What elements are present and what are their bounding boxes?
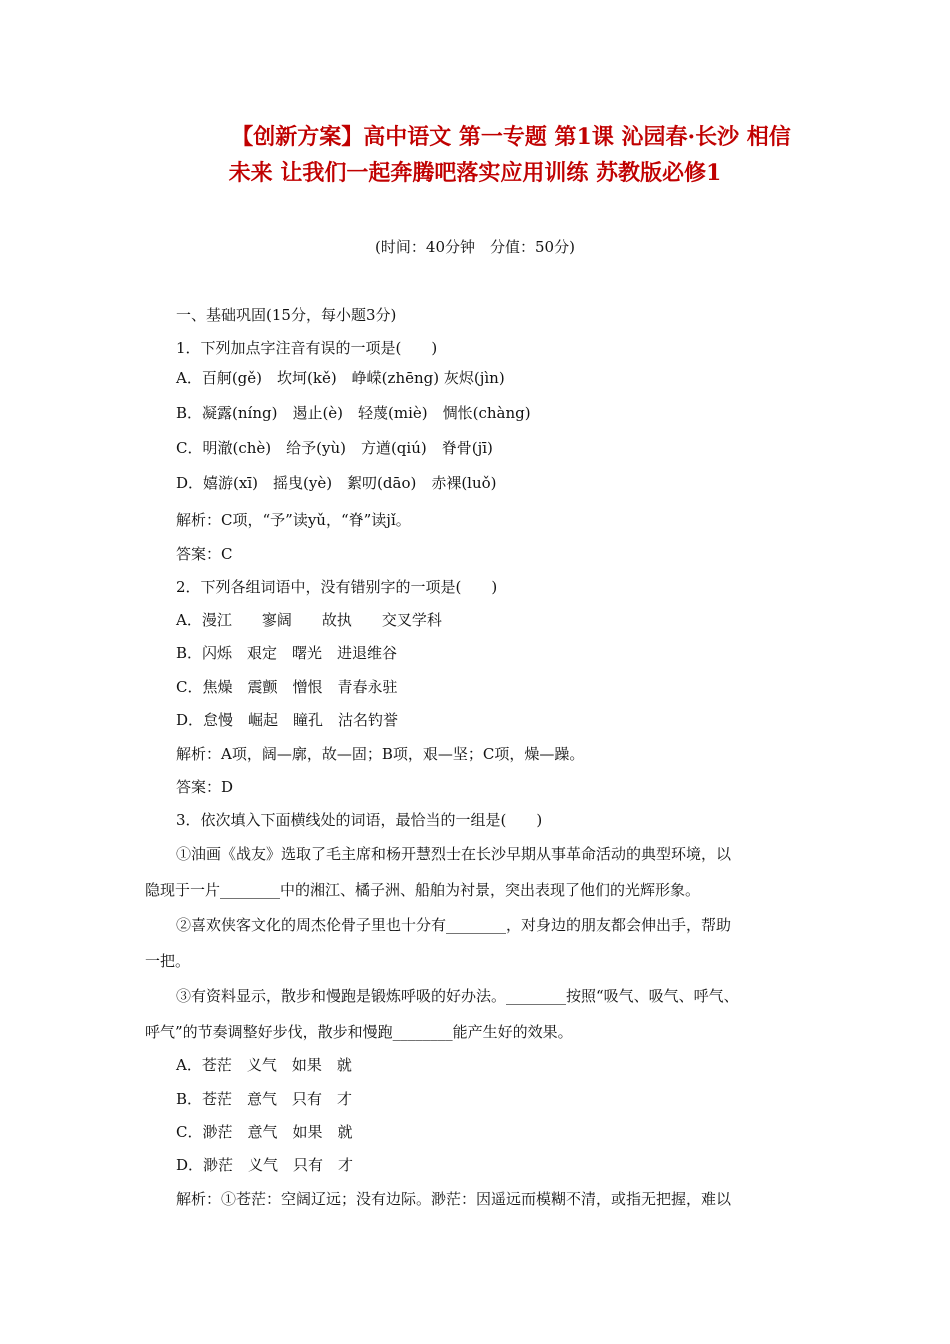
q1-option-b: B．凝露(níng) 遏止(è) 轻蔑(miè) 惆怅(chàng) — [176, 404, 531, 422]
q2-option-a: A．漫江 寥阔 故执 交叉学科 — [176, 611, 442, 629]
q3-analysis: 解析：①苍茫：空阔辽远；没有边际。渺茫：因遥远而模糊不清，或指无把握，难以 — [176, 1190, 732, 1208]
q1-option-a: A．百舸(gě) 坎坷(kě) 峥嵘(zhēng) 灰烬(jìn) — [176, 369, 505, 387]
q3-passage-2-line-2: 一把。 — [145, 952, 191, 970]
q2-option-d: D．怠慢 崛起 瞳孔 沽名钓誉 — [176, 711, 399, 729]
doc-title-line-1: 【创新方案】高中语文 第一专题 第1课 沁园春·长沙 相信 — [231, 124, 791, 150]
section-heading: 一、基础巩固(15分，每小题3分) — [176, 306, 397, 324]
q2-answer: 答案：D — [176, 778, 234, 796]
q1-answer: 答案：C — [176, 545, 233, 563]
q2-option-b: B．闪烁 艰定 曙光 进退维谷 — [176, 644, 398, 662]
q3-passage-3-line-1: ③有资料显示，散步和慢跑是锻炼呼吸的好办法。________按照“吸气、吸气、呼气、 — [176, 987, 739, 1005]
q1-stem: 1．下列加点字注音有误的一项是( ) — [176, 339, 438, 357]
q3-passage-2-line-1: ②喜欢侠客文化的周杰伦骨子里也十分有________，对身边的朋友都会伸出手，帮助 — [176, 916, 732, 934]
q3-passage-1-line-2: 隐现于一片________中的湘江、橘子洲、船舶为衬景，突出表现了他们的光辉形象。 — [145, 881, 701, 899]
q3-option-c: C．渺茫 意气 如果 就 — [176, 1123, 353, 1141]
q1-option-c: C．明澈(chè) 给予(yù) 方遒(qiú) 脊骨(jī) — [176, 439, 493, 457]
q1-option-d: D．嬉游(xī) 摇曳(yè) 絮叨(dāo) 赤裸(luǒ) — [176, 474, 497, 492]
q3-option-d: D．渺茫 义气 只有 才 — [176, 1156, 354, 1174]
q3-option-a: A．苍茫 义气 如果 就 — [176, 1056, 352, 1074]
q2-analysis: 解析：A项，阔—廓，故—固；B项，艰—坚；C项，燥—躁。 — [176, 745, 585, 763]
time-score-note: (时间：40分钟 分值：50分) — [375, 238, 575, 256]
q3-passage-3-line-2: 呼气”的节奏调整好步伐，散步和慢跑________能产生好的效果。 — [145, 1023, 573, 1041]
q3-passage-1-line-1: ①油画《战友》选取了毛主席和杨开慧烈士在长沙早期从事革命活动的典型环境，以 — [176, 845, 732, 863]
q1-analysis: 解析：C项，“予”读yǔ，“脊”读jǐ。 — [176, 511, 411, 529]
q2-stem: 2．下列各组词语中，没有错别字的一项是( ) — [176, 578, 498, 596]
q3-stem: 3．依次填入下面横线处的词语，最恰当的一组是( ) — [176, 811, 543, 829]
q3-option-b: B．苍茫 意气 只有 才 — [176, 1090, 353, 1108]
doc-title-line-2: 未来 让我们一起奔腾吧落实应用训练 苏教版必修1 — [228, 160, 722, 186]
q2-option-c: C．焦燥 震颤 憎恨 青春永驻 — [176, 678, 398, 696]
